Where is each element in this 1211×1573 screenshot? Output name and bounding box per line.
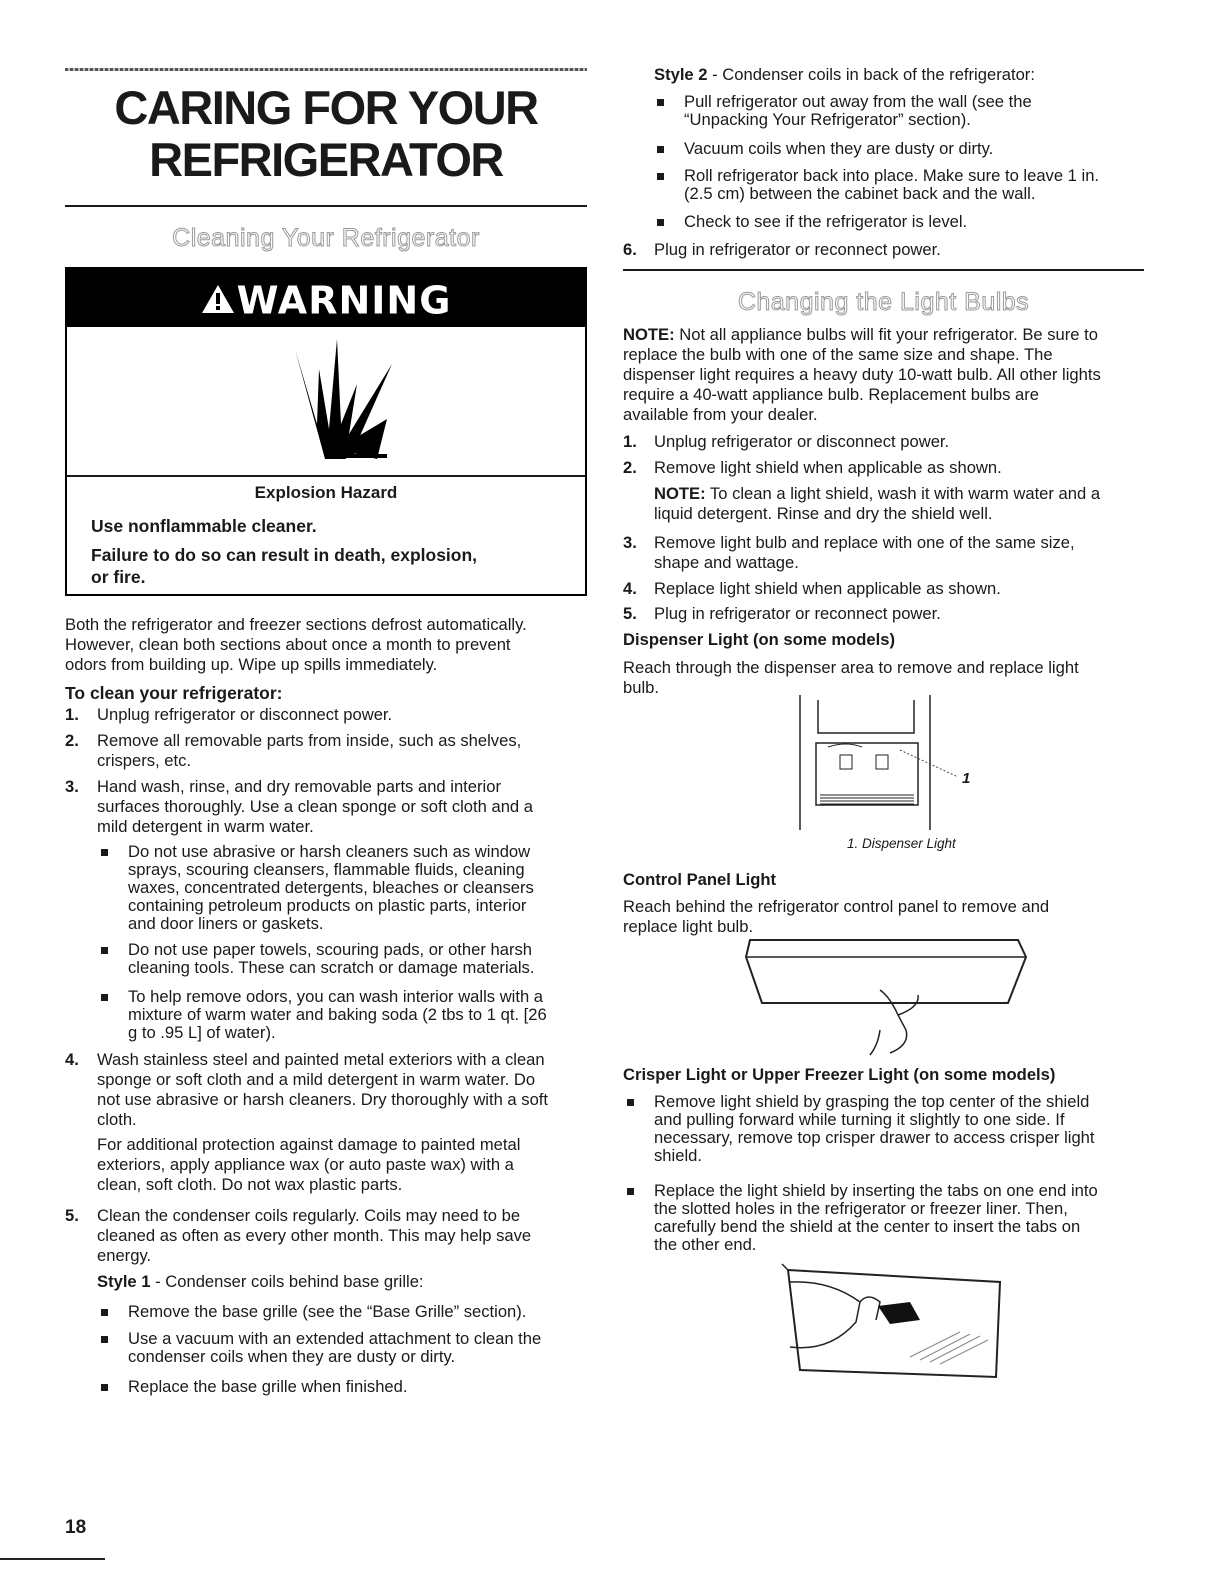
section-heading-cleaning: Cleaning Your Refrigerator — [172, 224, 480, 252]
step-6: Plug in refrigerator or reconnect power. — [654, 240, 941, 259]
bulb-step-3-line1: Remove light bulb and replace with one of the same size, — [654, 533, 1075, 552]
top-rule — [65, 68, 587, 71]
style-2-label: Style 2 — [654, 65, 708, 84]
warning-inner-rule — [67, 475, 585, 477]
step-3-number: 3. — [65, 777, 79, 796]
bulb-step-5-number: 5. — [623, 604, 637, 623]
step-4-line5: For additional protection against damage to painted metal — [97, 1135, 521, 1154]
crisper-bullet-2-line1: Replace the light shield by inserting the tabs on one end into — [654, 1181, 1098, 1200]
bullet-2-line1: Do not use paper towels, scouring pads, or other harsh — [128, 940, 533, 959]
bulbs-note-line5: available from your dealer. — [623, 405, 818, 424]
step-1: Unplug refrigerator or disconnect power. — [97, 705, 393, 724]
crisper-bullet-2-line4: the other end. — [654, 1235, 757, 1254]
control-line2: replace light bulb. — [623, 917, 754, 936]
bottom-rule — [0, 1558, 105, 1560]
bullet-icon — [101, 1336, 108, 1343]
step-5-number: 5. — [65, 1206, 79, 1225]
step-2-line1: Remove all removable parts from inside, such as shelves, — [97, 731, 522, 750]
step-5-line1: Clean the condenser coils regularly. Coils may need to be — [97, 1206, 521, 1225]
step-5-line3: energy. — [97, 1246, 152, 1265]
crisper-bullet-1-line4: shield. — [654, 1146, 702, 1165]
bullet-icon — [657, 146, 664, 153]
control-line1: Reach behind the refrigerator control panel to remove and — [623, 897, 1050, 916]
style-2-bullet-3-line2: (2.5 cm) between the cabinet back and the wall. — [684, 184, 1036, 203]
crisper-bullet-1-line1: Remove light shield by grasping the top center of the shield — [654, 1092, 1090, 1111]
step-2-line2: crispers, etc. — [97, 751, 192, 770]
dispenser-line1: Reach through the dispenser area to remove and replace light — [623, 658, 1079, 677]
bulb-step-2-number: 2. — [623, 458, 637, 477]
bullet-1-line4: containing petroleum products on plastic parts, interior — [128, 896, 527, 915]
bulb-step-1-number: 1. — [623, 432, 637, 451]
intro-line2: However, clean both sections about once a month to prevent — [65, 635, 511, 654]
style-2-bullet-2: Vacuum coils when they are dusty or dirty. — [684, 139, 994, 158]
bullet-icon — [627, 1188, 634, 1195]
warning-line1: Use nonflammable cleaner. — [91, 516, 317, 536]
style-1-line — [97, 1272, 424, 1292]
warning-line3: or fire. — [91, 567, 146, 587]
page-title-line2: REFRIGERATOR — [149, 133, 503, 186]
bullet-icon — [657, 219, 664, 226]
style-2-line — [654, 65, 1035, 85]
style-1-bullet-2-line1: Use a vacuum with an extended attachment to clean the — [128, 1329, 542, 1348]
bulb-step-1: Unplug refrigerator or disconnect power. — [654, 432, 950, 451]
crisper-light-illustration — [760, 1262, 1010, 1387]
bullet-icon — [627, 1099, 634, 1106]
step-6-number: 6. — [623, 240, 637, 259]
step-4-line4: cloth. — [97, 1110, 137, 1129]
bulb-step-2-note-line1 — [654, 484, 1100, 504]
style-1-label: Style 1 — [97, 1272, 151, 1291]
warning-box — [65, 267, 587, 596]
bulb-step-2-note-text: To clean a light shield, wash it with warm water and a — [705, 484, 1101, 503]
warning-label: WARNING — [236, 278, 452, 323]
bullet-icon — [657, 173, 664, 180]
style-2-bullet-1-line2: “Unpacking Your Refrigerator” section). — [684, 110, 971, 129]
bullet-icon — [101, 849, 108, 856]
step-4-line1: Wash stainless steel and painted metal exteriors with a clean — [97, 1050, 545, 1069]
warning-banner — [67, 269, 585, 327]
dispenser-line2: bulb. — [623, 678, 659, 697]
bulbs-note-line2: replace the bulb with one of the same size and shape. The — [623, 345, 1053, 364]
step-3-line3: mild detergent in warm water. — [97, 817, 314, 836]
control-panel-heading: Control Panel Light — [623, 870, 777, 889]
bulbs-note-line1 — [623, 325, 1098, 345]
style-2-bullet-3-line1: Roll refrigerator back into place. Make sure to leave 1 in. — [684, 166, 1100, 185]
bulbs-note-line3: dispenser light requires a heavy duty 10-watt bulb. All other lights — [623, 365, 1101, 384]
bulbs-note-label: NOTE: — [623, 325, 675, 344]
explosion-icon — [237, 329, 417, 469]
crisper-bullet-1-line2: and pulling forward while turning it slightly to one side. If — [654, 1110, 1065, 1129]
step-1-number: 1. — [65, 705, 79, 724]
style-2-text: - Condenser coils in back of the refrigerator: — [707, 65, 1035, 84]
bulbs-divider — [623, 269, 1144, 271]
bulb-step-2: Remove light shield when applicable as shown. — [654, 458, 1002, 477]
page-number: 18 — [65, 1517, 87, 1538]
style-2-bullet-4: Check to see if the refrigerator is level. — [684, 212, 968, 231]
style-1-text: - Condenser coils behind base grille: — [150, 1272, 424, 1291]
step-3-line2: surfaces thoroughly. Use a clean sponge or soft cloth and a — [97, 797, 533, 816]
bulb-step-5: Plug in refrigerator or reconnect power. — [654, 604, 941, 623]
crisper-bullet-2-line3: carefully bend the shield at the center to insert the tabs on — [654, 1217, 1081, 1236]
crisper-bullet-1-line3: necessary, remove top crisper drawer to access crisper light — [654, 1128, 1095, 1147]
intro-line1: Both the refrigerator and freezer sections defrost automatically. — [65, 615, 527, 634]
dispenser-callout: 1 — [962, 770, 971, 787]
bullet-3-line1: To help remove odors, you can wash interior walls with a — [128, 987, 544, 1006]
style-1-bullet-1: Remove the base grille (see the “Base Grille” section). — [128, 1302, 527, 1321]
bulbs-note-line4: require a 40-watt appliance bulb. Replacement bulbs are — [623, 385, 1040, 404]
step-5-line2: cleaned as often as every other month. This may help save — [97, 1226, 532, 1245]
bulb-step-4: Replace light shield when applicable as shown. — [654, 579, 1001, 598]
bullet-1-line1: Do not use abrasive or harsh cleaners such as window — [128, 842, 531, 861]
dispenser-light-illustration — [790, 695, 980, 835]
bullet-icon — [101, 1309, 108, 1316]
dispenser-heading: Dispenser Light (on some models) — [623, 630, 895, 649]
warning-hazard: Explosion Hazard — [254, 483, 398, 502]
bullet-icon — [657, 99, 664, 106]
step-4-number: 4. — [65, 1050, 79, 1069]
bulb-step-3-number: 3. — [623, 533, 637, 552]
bullet-1-line2: sprays, scouring cleansers, flammable fluids, cleaning — [128, 860, 525, 879]
bullet-3-line2: mixture of warm water and baking soda (2 tbs to 1 qt. [26 — [128, 1005, 547, 1024]
crisper-heading: Crisper Light or Upper Freezer Light (on some models) — [623, 1065, 1056, 1084]
style-2-bullet-1-line1: Pull refrigerator out away from the wall (see the — [684, 92, 1032, 111]
intro-line3: odors from building up. Wipe up spills immediately. — [65, 655, 438, 674]
style-1-bullet-2-line2: condenser coils when they are dusty or dirty. — [128, 1347, 456, 1366]
warning-line2: Failure to do so can result in death, explosion, — [91, 545, 478, 565]
step-3-line1: Hand wash, rinse, and dry removable parts and interior — [97, 777, 501, 796]
crisper-bullet-2-line2: the slotted holes in the refrigerator or freezer liner. Then, — [654, 1199, 1068, 1218]
title-divider — [65, 205, 587, 207]
step-4-line7: clean, soft cloth. Do not wax plastic parts. — [97, 1175, 403, 1194]
step-4-line6: exteriors, apply appliance wax (or auto paste wax) with a — [97, 1155, 514, 1174]
bullet-icon — [101, 994, 108, 1001]
bulb-step-2-note-label: NOTE: — [654, 484, 706, 503]
step-4-line2: sponge or soft cloth and a mild detergent in warm water. Do — [97, 1070, 536, 1089]
bullet-icon — [101, 947, 108, 954]
style-1-bullet-3: Replace the base grille when finished. — [128, 1377, 408, 1396]
dispenser-caption: 1. Dispenser Light — [847, 836, 956, 851]
bullet-2-line2: cleaning tools. These can scratch or damage materials. — [128, 958, 535, 977]
warning-triangle-icon — [201, 272, 235, 330]
bullet-icon — [101, 1384, 108, 1391]
bullet-1-line3: waxes, concentrated detergents, bleaches or cleansers — [128, 878, 534, 897]
bulb-step-4-number: 4. — [623, 579, 637, 598]
page-title-line1: CARING FOR YOUR — [114, 81, 538, 134]
control-panel-illustration — [740, 935, 1030, 1060]
bullet-1-line5: and door liners or gaskets. — [128, 914, 324, 933]
to-clean-heading: To clean your refrigerator: — [65, 683, 283, 703]
bulb-step-3-line2: shape and wattage. — [654, 553, 799, 572]
step-4-line3: not use abrasive or harsh cleaners. Dry thoroughly with a soft — [97, 1090, 549, 1109]
bullet-3-line3: g to .95 L] of water). — [128, 1023, 276, 1042]
bulbs-note-text: Not all appliance bulbs will fit your refrigerator. Be sure to — [674, 325, 1098, 344]
step-2-number: 2. — [65, 731, 79, 750]
section-heading-bulbs: Changing the Light Bulbs — [737, 288, 1030, 316]
bulb-step-2-note-line2: liquid detergent. Rinse and dry the shield well. — [654, 504, 993, 523]
